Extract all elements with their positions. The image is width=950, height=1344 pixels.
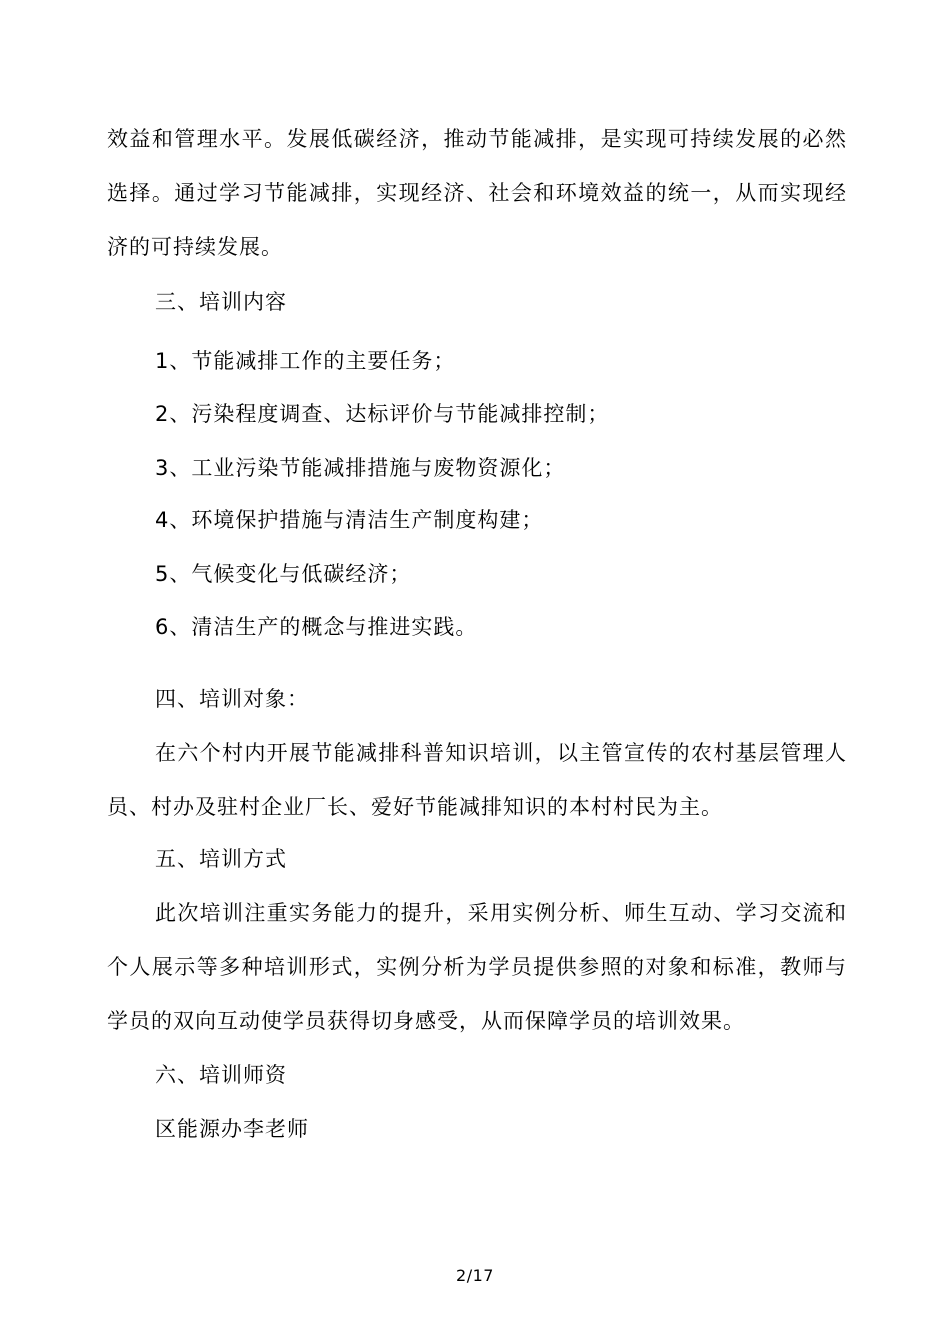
section-heading-audience: 四、培训对象：: [155, 687, 309, 711]
list-item: 3、工业污染节能减排措施与废物资源化；: [155, 456, 566, 480]
section-heading-content: 三、培训内容: [155, 290, 287, 314]
page-number: 2/17: [456, 1266, 494, 1285]
audience-paragraph: 在六个村内开展节能减排科普知识培训，以主管宣传的农村基层管理人员、村办及驻村企业厂长、爱好节能减排知识的本村村民为主。: [107, 741, 847, 819]
section-heading-instructors: 六、培训师资: [155, 1063, 287, 1087]
method-paragraph: 此次培训注重实务能力的提升，采用实例分析、师生互动、学习交流和个人展示等多种培训形式，实例分析为学员提供参照的对象和标准，教师与学员的双向互动使学员获得切身感受，从而保障学员的培训效果。: [107, 901, 847, 1033]
list-item: 5、气候变化与低碳经济；: [155, 562, 412, 586]
list-item: 4、环境保护措施与清洁生产制度构建；: [155, 508, 544, 532]
list-item: 2、污染程度调查、达标评价与节能减排控制；: [155, 402, 610, 426]
section-heading-method: 五、培训方式: [155, 847, 287, 871]
list-item: 6、清洁生产的概念与推进实践。: [155, 615, 478, 639]
list-item: 1、节能减排工作的主要任务；: [155, 349, 456, 373]
intro-paragraph: 效益和管理水平。发展低碳经济，推动节能减排，是实现可持续发展的必然选择。通过学习节能减排，实现经济、社会和环境效益的统一，从而实现经济的可持续发展。: [107, 127, 847, 259]
instructor-text: 区能源办李老师: [155, 1117, 309, 1141]
